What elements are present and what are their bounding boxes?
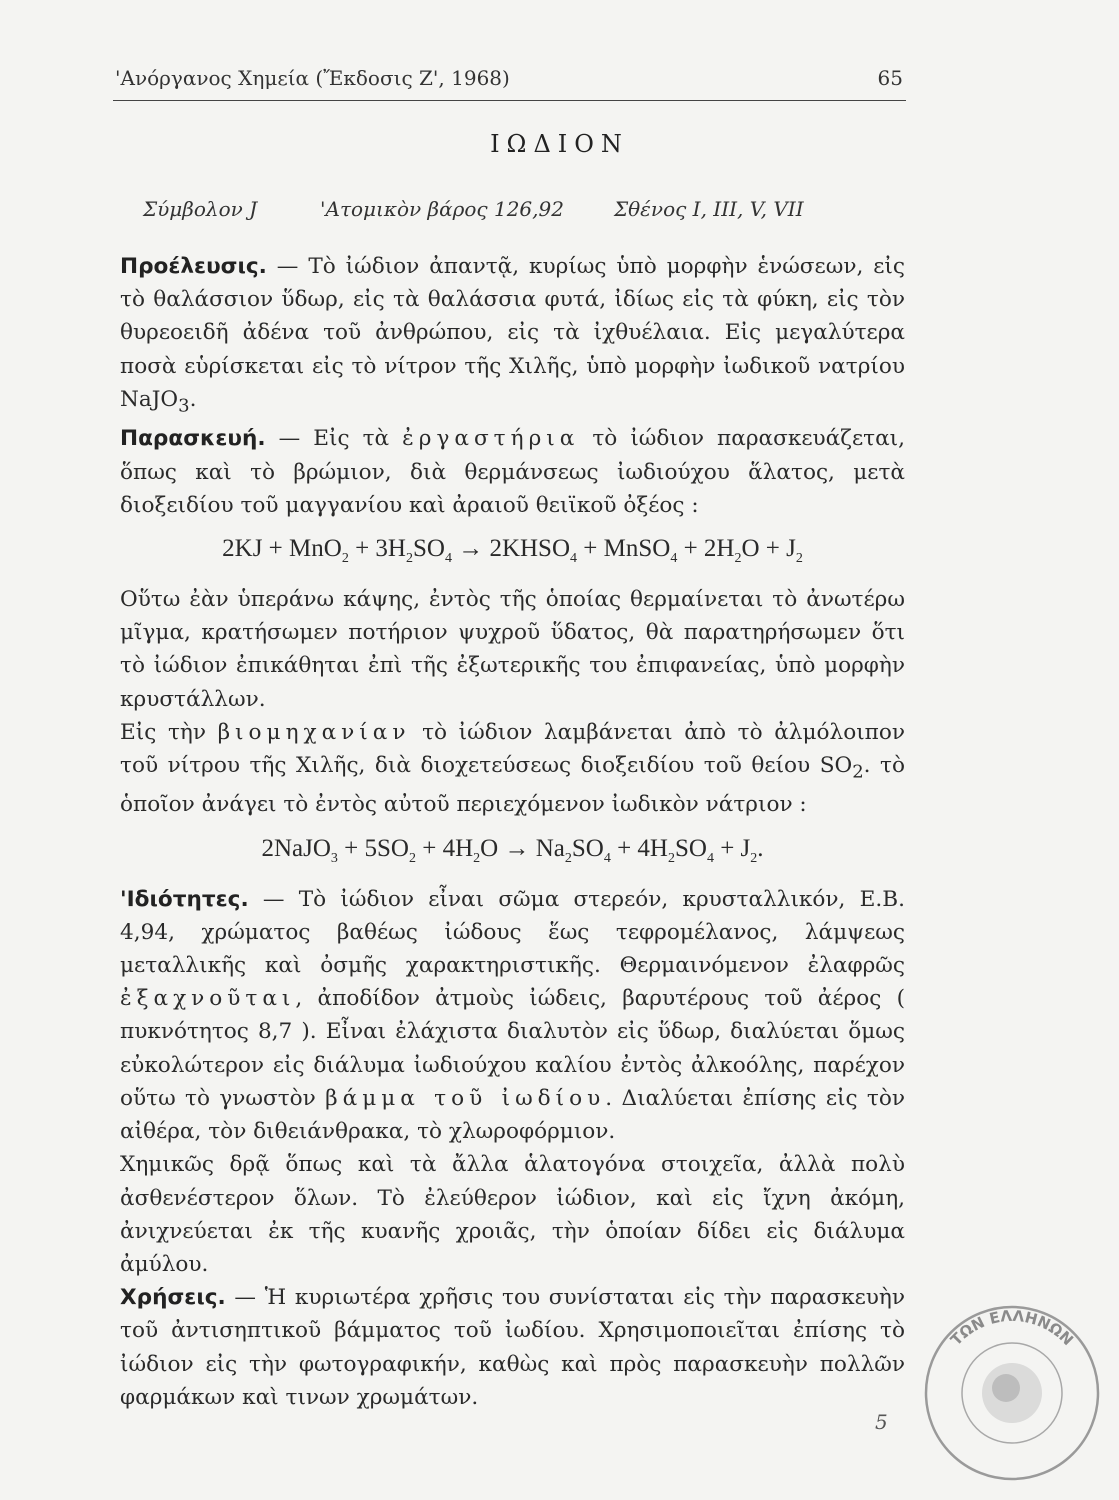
paragraph-uses: Χρήσεις. — Ἡ κυριωτέρα χρῆσις του συνίσταται εἰς τὴν παρασκευὴν τοῦ ἀντισηπτικοῦ βάμματος τοῦ ἰωδίου. Χρησιμοποιεῖται ἐπίσης τὸ ἰώδιον εἰς τὴν φωτογραφικήν, καθὼς καὶ πρὸς παρασκευὴν πολλῶν φαρμάκων καὶ τινων χρωμάτων.	[120, 1285, 905, 1410]
signature-number: 5	[875, 1410, 888, 1434]
section-heading-properties: 'Ιδιότητες.	[120, 886, 249, 912]
library-stamp-icon	[918, 1293, 1103, 1483]
valence: Σθένος I, III, V, VII	[614, 197, 804, 221]
equation-1: $2KJ + MnO_2 + 3H_2SO_4$ → $2KHSO_4$ + MnSO$_4$ + $2H_2O + J_2$	[222, 534, 803, 566]
section-heading-origin: Προέλευσις.	[120, 254, 267, 279]
svg-text:ΤΩΝ ΕΛΛΗΝΩΝ: ΤΩΝ ΕΛΛΗΝΩΝ	[946, 1306, 1077, 1350]
reaction-arrow: →	[451, 534, 490, 562]
section-heading-uses: Χρήσεις.	[120, 1285, 226, 1311]
spaced-word: βιομηχανίαν	[217, 719, 411, 745]
page-number: 65	[877, 66, 903, 90]
reaction-arrow: →	[498, 834, 536, 862]
equation-2: 2NaJO$_3$ + $5SO_2 + 4H_2O \to Na_2SO_4 + 4H_2SO_4 + J_2$.	[261, 834, 764, 866]
running-head	[115, 66, 905, 90]
body-text	[120, 250, 905, 1414]
header-rule	[113, 100, 906, 101]
paragraph-chemistry: Χημικῶς δρᾷ ὅπως καὶ τὰ ἄλλα ἁλατογόνα στοιχεῖα, ἀλλὰ πολὺ ἀσθενέστερον ὅλων. Τὸ ἐλεύθερον ἰώδιον, καὶ εἰς ἴχνη ἀκόμη, ἀνιχνεύεται ἐκ τῆς κυανῆς χροιᾶς, τὴν ὁποίαν δίδει εἰς διάλυμα ἀμύλου.	[120, 1152, 905, 1277]
spaced-word: βάμμα τοῦ ἰωδίου	[325, 1085, 606, 1111]
chapter-title: ΙΩΔΙΟΝ	[490, 130, 629, 158]
paragraph-observation: Οὕτω ἐὰν ὑπεράνω κάψης, ἐντὸς τῆς ὁποίας θερμαίνεται τὸ ἀνωτέρω μῖγμα, κρατήσωμεν ποτήριον ψυχροῦ ὕδατος, θὰ παρατηρήσωμεν ὅτι τὸ ἰώδιον ἐπικάθηται ἐπὶ τῆς ἐξωτερικῆς του ἐπιφανείας, ὑπὸ μορφὴν κρυστάλλων.	[120, 586, 905, 712]
section-heading-preparation: Παρασκευή.	[120, 426, 266, 452]
paragraph-origin: Προέλευσις. — Τὸ ἰώδιον ἀπαντᾷ, κυρίως ὑπὸ μορφὴν ἑνώσεων, εἰς τὸ θαλάσσιον ὕδωρ, εἰς τὰ θαλάσσια φυτά, ἰδίως εἰς τὰ φύκη, εἰς τὸν θυρεοειδῆ ἀδένα τοῦ ἀνθρώπου, εἰς τὰ ἰχθυέλαια. Εἰς μεγαλύτερα ποσὰ εὑρίσκεται εἰς τὸ νίτρον τῆς Χιλῆς, ὑπὸ μορφὴν ἰωδικοῦ νατρίου NaJO$_3$.	[120, 254, 905, 417]
spaced-word: ἐξαχνοῦται	[120, 986, 296, 1012]
running-head-title: 'Ανόργανος Χημεία (Ἔκδοσις Ζ', 1968)	[115, 66, 510, 90]
paragraph-properties: 'Ιδιότητες. — Τὸ ἰώδιον εἶναι σῶμα στερεόν, κρυσταλλικόν, Ε.Β. 4,94, χρώματος βαθέως ἰώδους ἕως τεφρομέλανος, λάμψεως μεταλλικῆς καὶ ὀσμῆς χαρακτηριστικῆς. Θερμαινόμενον ἐλαφρῶς ἐξαχνοῦται, ἀποδίδον ἀτμοὺς ἰώδεις, βαρυτέρους τοῦ ἀέρος ( πυκνότητος 8,7 ). Εἶναι ἐλάχιστα διαλυτὸν εἰς ὕδωρ, διαλύεται ὅμως εὐκολώτερον εἰς διάλυμα ἰωδιούχου καλίου ἐντὸς ἀλκοόλης, παρέχον οὕτω τὸ γνωστὸν βάμμα τοῦ ἰωδίου. Διαλύεται ἐπίσης εἰς τὸν αἰθέρα, τὸν διθειάνθρακα, τὸ χλωροφόρμιον.	[120, 886, 905, 1145]
atomic-weight: 'Ατομικὸν βάρος 126,92	[320, 197, 564, 221]
element-symbol: Σύμβολον J	[143, 197, 258, 221]
paragraph-preparation: Παρασκευή. — Εἰς τὰ ἐργαστήρια τὸ ἰώδιον παρασκευάζεται, ὅπως καὶ τὸ βρώμιον, διὰ θερμάνσεως ἰωδιούχου ἅλατος, μετὰ διοξειδίου τοῦ μαγγανίου καὶ ἀραιοῦ θειϊκοῦ ὀξέος :	[120, 426, 905, 518]
spaced-word: ἐργαστήρια	[402, 426, 580, 452]
paragraph-industry: Εἰς τὴν βιομηχανίαν τὸ ἰώδιον λαμβάνεται ἀπὸ τὸ ἀλμόλοιπον τοῦ νίτρου τῆς Χιλῆς, διὰ διοχετεύσεως διοξειδίου τοῦ θείου $SO_2$. τὸ ὁποῖον ἀνάγει τὸ ἐντὸς αὐτοῦ περιεχόμενον ἰωδικὸν νάτριον :	[120, 719, 905, 818]
